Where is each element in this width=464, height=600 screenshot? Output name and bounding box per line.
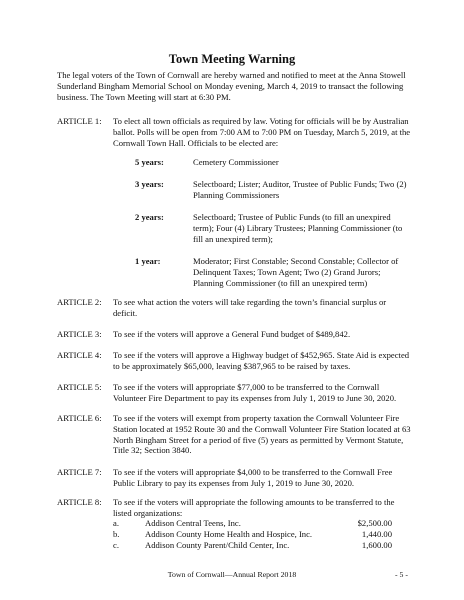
article-label: ARTICLE 3: <box>57 329 102 339</box>
term-label: 2 years: <box>135 212 164 222</box>
organization-name: Addison County Home Health and Hospice, Inc. <box>145 529 313 539</box>
term-label: 5 years: <box>135 157 164 167</box>
article-text: To see if the voters will appropriate the following amounts to be transferred to the listed organizations: <box>113 497 395 518</box>
organization-name: Addison Central Teens, Inc. <box>145 518 241 528</box>
term-label: 3 years: <box>135 179 164 189</box>
article-label: ARTICLE 5: <box>57 382 102 392</box>
term-offices: Selectboard; Lister; Auditor, Trustee of Public Funds; Two (2) Planning Commissioners <box>193 179 407 200</box>
article-text: To see if the voters will appropriate $4,000 to be transferred to the Cornwall Free Public Library to pay its expenses from July 1, 2019 to June 30, 2020. <box>113 467 393 488</box>
list-item-letter: a. <box>113 518 119 528</box>
article-label: ARTICLE 6: <box>57 413 102 423</box>
intro-paragraph: The legal voters of the Town of Cornwall are hereby warned and notified to meet at the Anna Stowell Sunderland Bingham Memorial School on Monday evening, March 4, 2019 to transact the following business. The Town Meeting will start at 6:30 PM. <box>57 70 406 102</box>
term-offices: Selectboard; Trustee of Public Funds (to fill an unexpired term); Four (4) Library Trustees; Planning Commissioner (to fill an unexpired term); <box>193 212 403 244</box>
organization-amount: $2,500.00 <box>357 518 392 528</box>
term-offices: Moderator; First Constable; Second Constable; Collector of Delinquent Taxes; Town Agent; Two (2) Grand Jurors; Planning Commissioner (to fill an unexpired term) <box>193 256 399 288</box>
organization-amount: 1,600.00 <box>361 540 392 550</box>
list-item-letter: c. <box>113 540 119 550</box>
article-label: ARTICLE 4: <box>57 350 102 360</box>
article-label: ARTICLE 1: <box>57 116 102 126</box>
article-text: To see if the voters will approve a General Fund budget of $489,842. <box>113 329 351 339</box>
footer-report-title: Town of Cornwall—Annual Report 2018 <box>167 570 297 579</box>
article-text: To see if the voters will exempt from property taxation the Cornwall Volunteer Fire Station located at 1952 Route 30 and the Cornwall Volunteer Fire Station located at 63 North Bingham Street for a period of five (5) years as permitted by Vermont Statute, Title 32; Section 3840. <box>113 413 411 456</box>
article-label: ARTICLE 8: <box>57 497 102 507</box>
article-text: To see if the voters will approve a Highway budget of $452,965. State Aid is expected to be approximately $65,000, leaving $387,965 to be raised by taxes. <box>113 350 410 371</box>
page-number: - 5 - <box>395 570 408 579</box>
page-title: Town Meeting Warning <box>168 52 296 66</box>
term-label: 1 year: <box>135 256 161 266</box>
article-text: To elect all town officials as required by law. Voting for officials will be by Australian ballot. Polls will be open from 7:00 AM to 7:00 PM on Tuesday, March 5, 2019, at the Cornwall Town Hall. Officials to be elected are: <box>113 116 411 148</box>
list-item-letter: b. <box>113 529 120 539</box>
organization-amount: 1,440.00 <box>361 529 392 539</box>
article-text: To see if the voters will appropriate $77,000 to be transferred to the Cornwall Volunteer Fire Department to pay its expenses from July 1, 2019 to June 30, 2020. <box>113 382 397 403</box>
article-text: To see what action the voters will take regarding the town’s financial surplus or deficit. <box>113 297 387 318</box>
organization-name: Addison County Parent/Child Center, Inc. <box>145 540 290 550</box>
article-label: ARTICLE 2: <box>57 297 102 307</box>
article-label: ARTICLE 7: <box>57 467 102 477</box>
term-offices: Cemetery Commissioner <box>193 157 279 167</box>
